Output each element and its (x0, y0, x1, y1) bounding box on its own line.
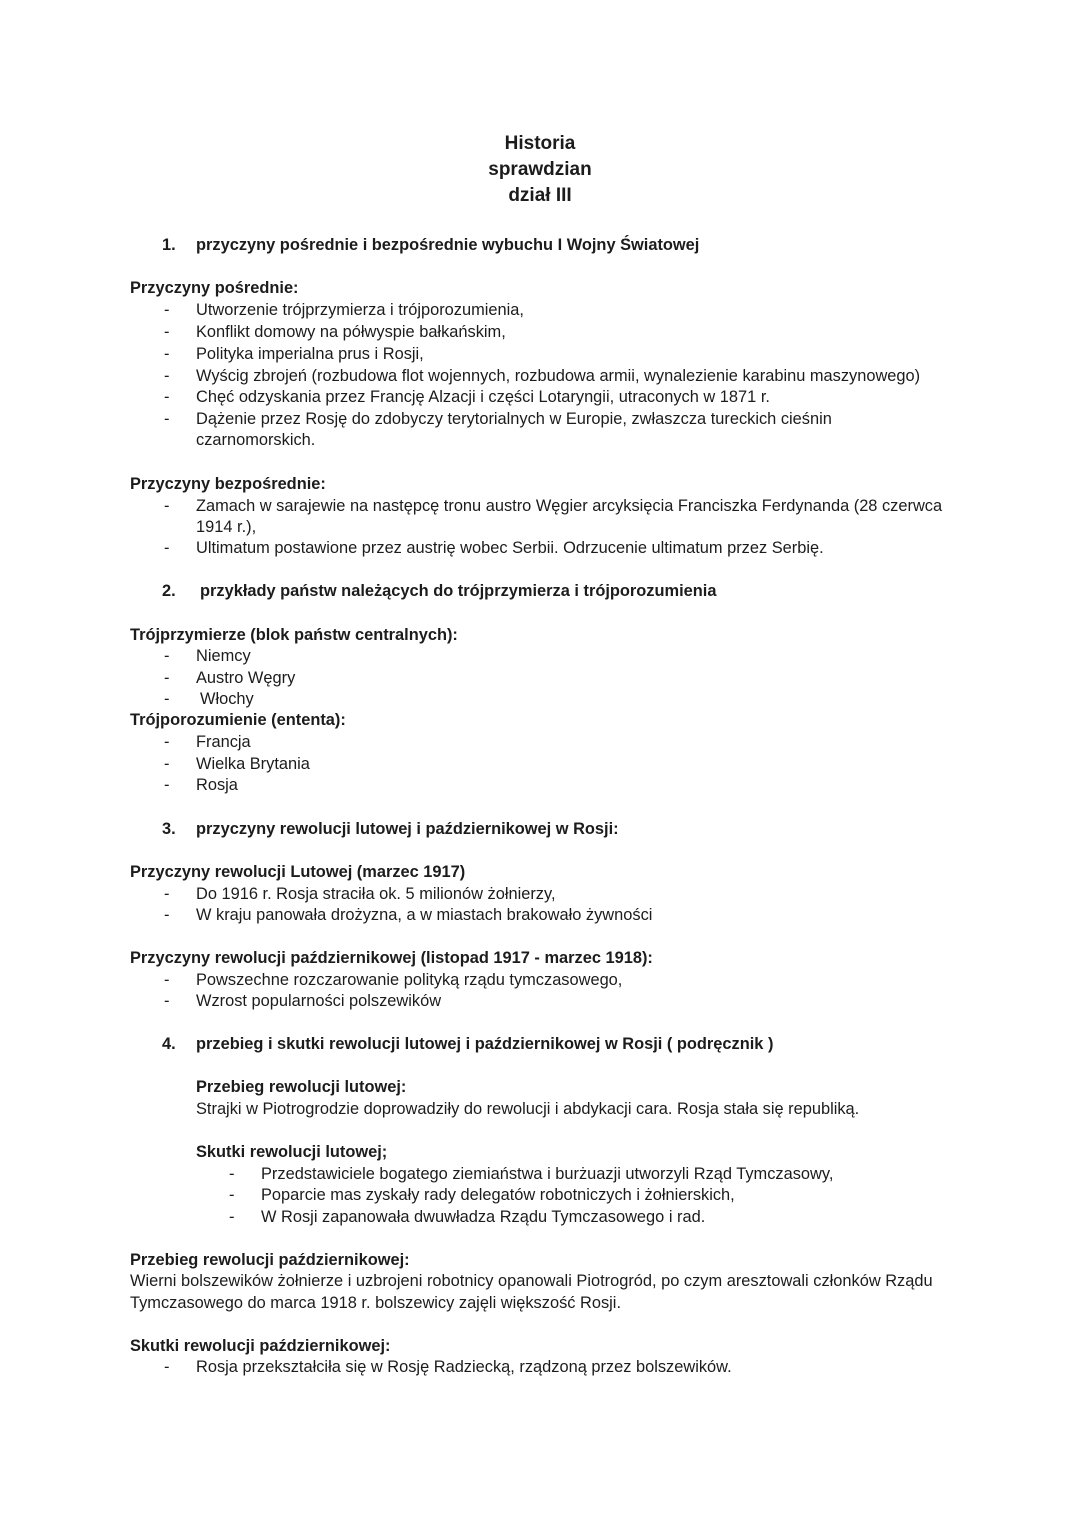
list-item: Dążenie przez Rosję do zdobyczy terytorialnych w Europie, zwłaszcza tureckich cieśnin (196, 410, 832, 428)
list-item: Do 1916 r. Rosja straciła ok. 5 milionów żołnierzy, (196, 885, 556, 903)
bullet-dash: - (164, 497, 170, 515)
list-item: Powszechne rozczarowanie polityką rządu tymczasowego, (196, 971, 623, 989)
bullet-dash: - (164, 345, 170, 363)
section-1-number: 1. (162, 236, 176, 254)
bullet-dash: - (164, 690, 170, 708)
list-item: Ultimatum postawione przez austrię wobec Serbii. Odrzucenie ultimatum przez Serbię. (196, 539, 824, 557)
title-line-subject: Historia (504, 133, 576, 154)
section-2-number: 2. (162, 582, 176, 600)
february-causes-label: Przyczyny rewolucji Lutowej (marzec 1917) (130, 863, 466, 881)
bullet-dash: - (164, 669, 170, 687)
title-line-type: sprawdzian (488, 159, 592, 180)
list-item: Wyścig zbrojeń (rozbudowa flot wojennych, rozbudowa armii, wynalezienie karabinu maszynowego) (196, 367, 921, 385)
bullet-dash: - (164, 388, 170, 406)
direct-causes-label: Przyczyny bezpośrednie: (130, 475, 326, 493)
bullet-dash: - (164, 1358, 170, 1376)
bullet-dash: - (164, 410, 170, 428)
list-item: Włochy (200, 690, 254, 708)
bullet-dash: - (164, 367, 170, 385)
list-item: Chęć odzyskania przez Francję Alzacji i części Lotaryngii, utraconych w 1871 r. (196, 388, 770, 406)
list-item: Polityka imperialna prus i Rosji, (196, 345, 424, 363)
list-item: W Rosji zapanowała dwuwładza Rządu Tymczasowego i rad. (261, 1208, 706, 1226)
bullet-dash: - (164, 539, 170, 557)
entente-label: Trójporozumienie (ententa): (130, 711, 346, 729)
bullet-dash: - (229, 1208, 235, 1226)
section-3-heading: przyczyny rewolucji lutowej i październikowej w Rosji: (196, 820, 619, 838)
february-effects-label: Skutki rewolucji lutowej; (196, 1143, 388, 1161)
triple-alliance-label: Trójprzymierze (blok państw centralnych): (130, 626, 458, 644)
section-4-heading: przebieg i skutki rewolucji lutowej i październikowej w Rosji ( podręcznik ) (196, 1035, 774, 1053)
list-item: Austro Węgry (196, 669, 296, 687)
list-item: Zamach w sarajewie na następcę tronu austro Węgier arcyksięcia Franciszka Ferdynanda (28 czerwca (196, 497, 943, 515)
october-course-text-continuation: Tymczasowego do marca 1918 r. bolszewicy zajęli większość Rosji. (130, 1294, 621, 1312)
october-causes-label: Przyczyny rewolucji październikowej (listopad 1917 - marzec 1918): (130, 949, 653, 967)
bullet-dash: - (164, 733, 170, 751)
bullet-dash: - (164, 885, 170, 903)
section-4-number: 4. (162, 1035, 176, 1053)
bullet-dash: - (164, 323, 170, 341)
list-item: Utworzenie trójprzymierza i trójporozumienia, (196, 301, 524, 319)
list-item: Rosja (196, 776, 238, 794)
list-item: W kraju panowała drożyzna, a w miastach brakowało żywności (196, 906, 653, 924)
section-3-number: 3. (162, 820, 176, 838)
list-item-continuation: 1914 r.), (196, 518, 257, 536)
bullet-dash: - (164, 647, 170, 665)
bullet-dash: - (229, 1165, 235, 1183)
october-course-label: Przebieg rewolucji październikowej: (130, 1251, 410, 1269)
title-line-section: dział III (508, 185, 572, 206)
section-2-heading: przykłady państw należących do trójprzymierza i trójporozumienia (200, 582, 717, 600)
list-item: Przedstawiciele bogatego ziemiaństwa i burżuazji utworzyli Rząd Tymczasowy, (261, 1165, 834, 1183)
bullet-dash: - (164, 992, 170, 1010)
indirect-causes-label: Przyczyny pośrednie: (130, 279, 299, 297)
list-item: Niemcy (196, 647, 251, 665)
list-item: Rosja przekształciła się w Rosję Radziecką, rządzoną przez bolszewików. (196, 1358, 732, 1376)
list-item: Konflikt domowy na półwyspie bałkańskim, (196, 323, 506, 341)
bullet-dash: - (164, 906, 170, 924)
list-item: Wzrost popularności polszewików (196, 992, 442, 1010)
october-course-text: Wierni bolszewików żołnierze i uzbrojeni robotnicy opanowali Piotrogród, po czym aresztowali członków Rządu (130, 1272, 933, 1290)
list-item: Francja (196, 733, 251, 751)
list-item: Wielka Brytania (196, 755, 310, 773)
february-course-label: Przebieg rewolucji lutowej: (196, 1078, 407, 1096)
bullet-dash: - (164, 971, 170, 989)
february-course-text: Strajki w Piotrogrodzie doprowadziły do rewolucji i abdykacji cara. Rosja stała się republiką. (196, 1100, 860, 1118)
bullet-dash: - (164, 755, 170, 773)
october-effects-label: Skutki rewolucji październikowej: (130, 1337, 391, 1355)
section-1-heading: przyczyny pośrednie i bezpośrednie wybuchu I Wojny Światowej (196, 236, 700, 254)
bullet-dash: - (164, 776, 170, 794)
bullet-dash: - (229, 1186, 235, 1204)
document-title (0, 131, 1080, 209)
list-item: Poparcie mas zyskały rady delegatów robotniczych i żołnierskich, (261, 1186, 735, 1204)
list-item-continuation: czarnomorskich. (196, 431, 316, 449)
bullet-dash: - (164, 301, 170, 319)
